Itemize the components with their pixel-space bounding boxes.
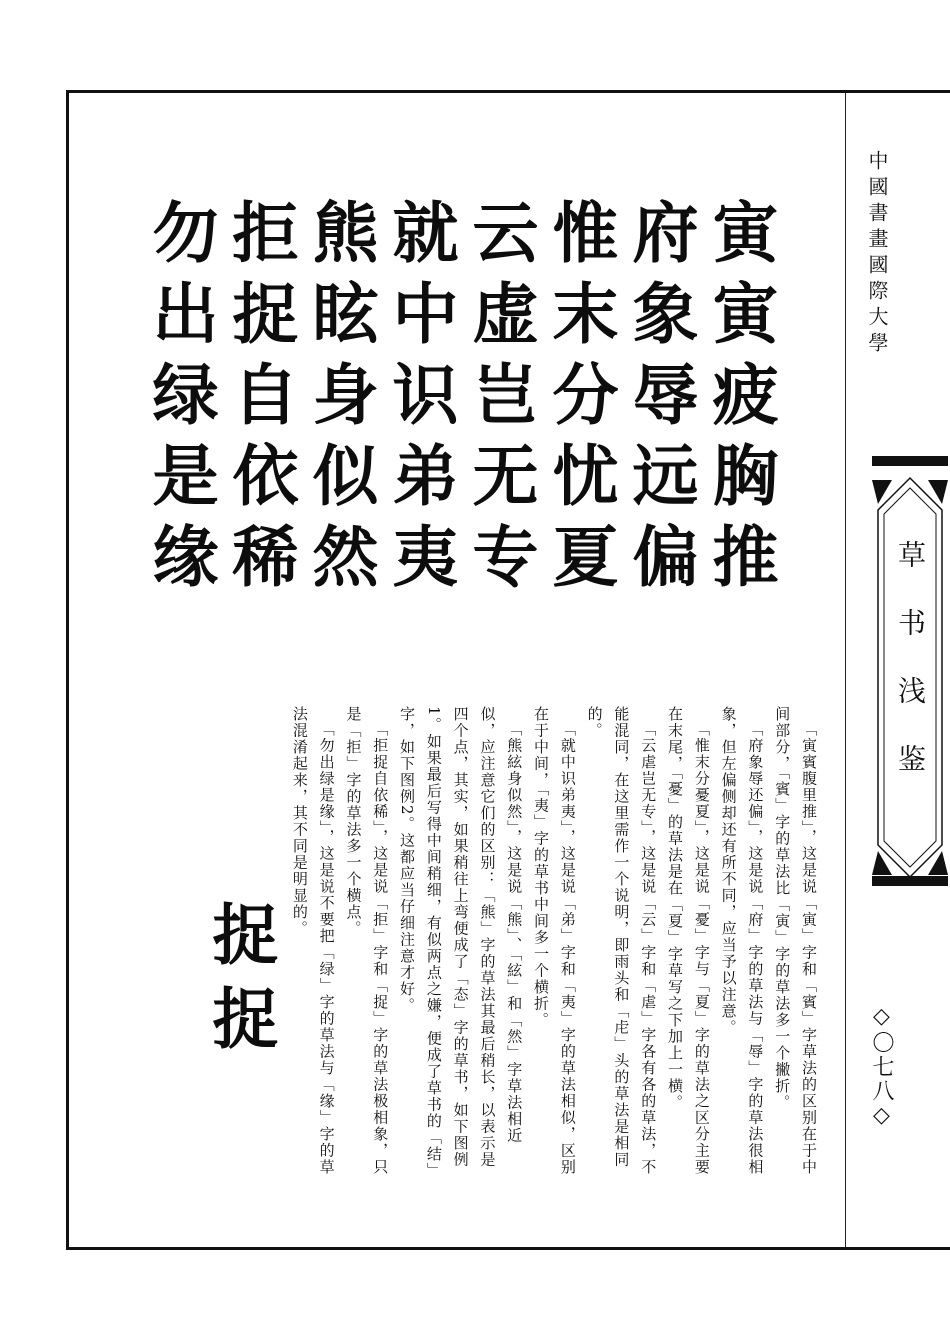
calligraphy-grid xyxy=(140,198,780,668)
commentary-paragraph: 「就中识弟夷」，这是说「弟」字和「夷」字的草法相似，区别在于中间，「夷」字的草书中间多一个横折。 xyxy=(532,706,577,1176)
chapter-badge xyxy=(872,470,948,885)
chapter-title: 草书浅鉴 xyxy=(894,540,927,812)
calligraphy-column: 就中识弟夷 xyxy=(381,198,459,603)
commentary-paragraph: 「云虐岂无专」，这是说「云」字和「虐」字各有各的草法，不能混同，在这里需作一个说明，即雨头和「虍」头的草法是相同的。 xyxy=(585,706,658,1176)
commentary-paragraph: 「惟末分憂夏」，这是说「憂」字与「夏」字的草法之区分主要在末尾，「憂」的草法是在「夏」字草写之下加上一横。 xyxy=(666,706,711,1176)
commentary-text xyxy=(86,706,822,1176)
top-band xyxy=(872,456,948,466)
bottom-band xyxy=(872,876,948,886)
page-number: ◇〇七八◇ xyxy=(869,1004,894,1130)
calligraphy-column: 寅寅疲胸推 xyxy=(701,198,779,603)
calligraphy-column: 勿出绿是缘 xyxy=(141,198,219,603)
series-title: 中國書畫國際大學 xyxy=(865,150,889,358)
inset-calligraphy-example: 捉捉 xyxy=(201,900,279,1068)
commentary-paragraph: 「勿出绿是缘」，这是说不要把「绿」字的草法与「缘」字的草法混淆起来，其不同是明显的。 xyxy=(290,706,336,1176)
calligraphy-column: 惟末分忧夏 xyxy=(541,198,619,603)
calligraphy-column: 熊眩身似然 xyxy=(301,198,379,603)
calligraphy-column: 拒捉自依稀 xyxy=(221,198,299,603)
commentary-paragraph: 「寅賓腹里推」，这是说「寅」字和「賓」字草法的区别在于中间部分，「賓」字的草法比「寅」字的草法多一个撇折。 xyxy=(773,706,818,1176)
calligraphy-column: 府象辱远偏 xyxy=(621,198,699,603)
calligraphy-column: 云虚岂无专 xyxy=(461,198,539,603)
commentary-paragraph: 「熊絃身似然」，这是说「熊」、「絃」和「然」字草法相近似，应注意它们的区别：「熊」字的草法其最后稍长，以表示是四个点，其实，如果稍往上弯便成了「态」字的草书，如下图例1。如果最后写得中间稍细，有似两点之嫌，便成了草书的「结」字，如下图例2。这都应当仔细注意才好。 xyxy=(398,706,524,1172)
commentary-paragraph: 「府象辱还偏」，这是说「府」字的草法与「辱」字的草法很相象，但左偏侧却还有所不同，应当予以注意。 xyxy=(719,706,765,1176)
commentary-paragraph: 「拒捉自依稀」，这是说「拒」字和「捉」字的草法极相象，只是「拒」字的草法多一个横点。 xyxy=(344,706,390,1176)
